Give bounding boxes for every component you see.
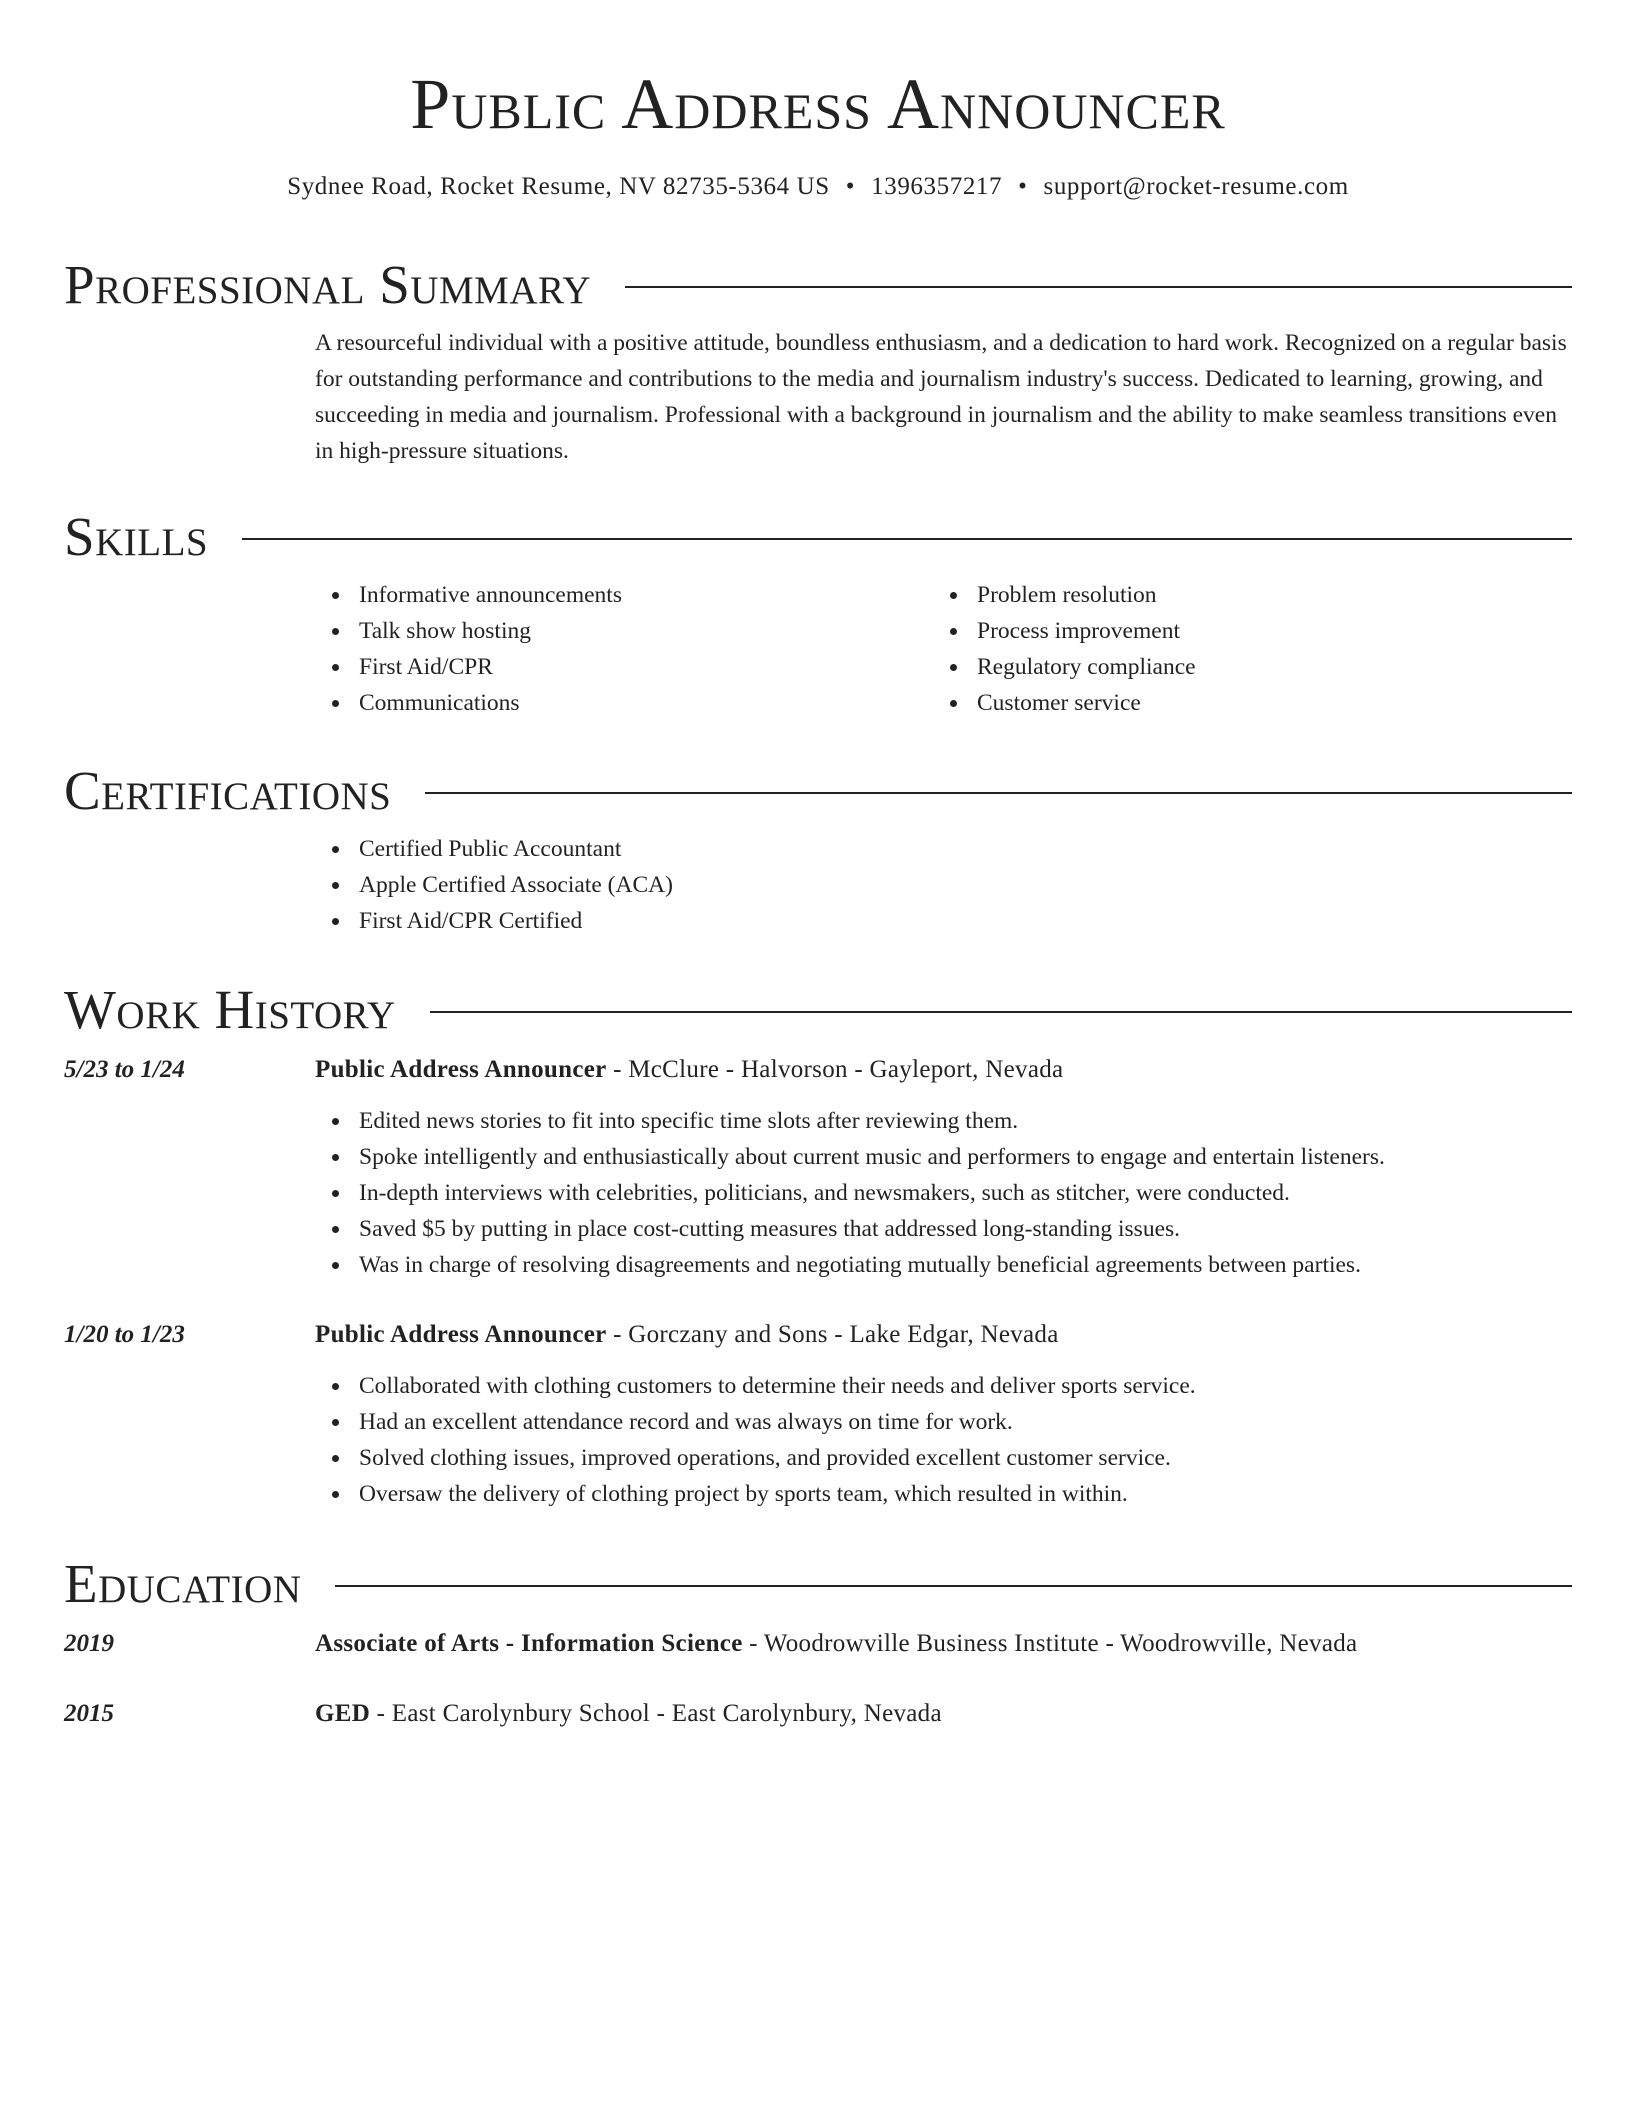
job-role: Public Address Announcer [315,1056,607,1083]
section-divider [425,792,1572,794]
section-divider [625,286,1572,288]
contact-separator: • [845,173,856,200]
skill-item: Problem resolution [933,577,1551,613]
contact-separator: • [1018,173,1028,200]
contact-email: support@rocket-resume.com [1043,173,1349,200]
skill-item: Process improvement [933,613,1551,649]
contact-address: Sydnee Road, Rocket Resume, NV 82735-5364 US [287,173,830,200]
certifications-list [315,831,1572,939]
education-entry [64,1696,1572,1732]
education-school: - Woodrowville Business Institute - Woodrowville, Nevada [742,1630,1358,1657]
job-title-line [315,1317,1059,1353]
skills-section [64,507,1572,721]
job-entry [64,1317,1572,1512]
job-bullet: Oversaw the delivery of clothing project by sports team, which resulted in within. [315,1476,1572,1512]
skill-item: Regulatory compliance [933,649,1551,685]
work-history-title: Work History [64,979,396,1040]
job-role: Public Address Announcer [315,1321,607,1348]
section-heading [64,1554,1572,1614]
job-bullet: Solved clothing issues, improved operations, and provided excellent customer service. [315,1440,1572,1476]
job-bullets [315,1368,1572,1512]
education-degree: GED [315,1700,371,1727]
job-entry [64,1052,1572,1283]
job-bullet: Collaborated with clothing customers to determine their needs and deliver sports service. [315,1368,1572,1404]
education-title: Education [64,1553,302,1614]
summary-text: A resourceful individual with a positive attitude, boundless enthusiasm, and a dedication to hard work. Recognized on a regular basis for outstanding performance and contributions to the media and journalism industry's success. Dedicated to learning, growing, and succeeding in media and journalism. Professional with a background in journalism and the ability to make seamless transitions even in high-pressure situations. [315,330,1567,464]
skills-list-left [315,577,933,721]
education-line [315,1626,1357,1662]
section-divider [242,538,1572,540]
job-bullet: Was in charge of resolving disagreements and negotiating mutually beneficial agreements between parties. [315,1247,1572,1283]
certification-item: Certified Public Accountant [315,831,1572,867]
education-section [64,1554,1572,1732]
section-heading [64,761,1572,821]
certifications-section [64,761,1572,939]
education-year: 2019 [64,1630,114,1657]
skill-item: Customer service [933,685,1551,721]
resume-page [64,0,1572,1727]
education-school: - East Carolynbury School - East Carolynbury, Nevada [370,1700,942,1727]
job-bullet: Saved $5 by putting in place cost-cutting measures that addressed long-standing issues. [315,1211,1572,1247]
education-entry [64,1626,1572,1662]
education-line [315,1696,942,1732]
summary-title: Professional Summary [64,254,592,315]
contact-phone: 1396357217 [871,173,1003,200]
summary-section [64,255,1572,469]
certification-item: Apple Certified Associate (ACA) [315,867,1572,903]
resume-name: Public Address Announcer [410,64,1226,144]
section-heading [64,255,1572,315]
job-bullet: Edited news stories to fit into specific time slots after reviewing them. [315,1103,1572,1139]
job-bullet: Spoke intelligently and enthusiastically about current music and performers to engage and entertain listeners. [315,1139,1572,1175]
job-bullet: Had an excellent attendance record and was always on time for work. [315,1404,1572,1440]
job-bullets [315,1103,1572,1283]
certifications-title: Certifications [64,760,392,821]
section-heading [64,507,1572,567]
skills-title: Skills [64,506,209,567]
skills-list-right [933,577,1551,721]
job-header [64,1317,1572,1353]
job-dates: 5/23 to 1/24 [64,1056,185,1083]
skill-item: Communications [315,685,933,721]
job-bullet: In-depth interviews with celebrities, politicians, and newsmakers, such as stitcher, were conducted. [315,1175,1572,1211]
job-title-line [315,1052,1063,1088]
job-employer: - Gorczany and Sons - Lake Edgar, Nevada [606,1321,1059,1348]
contact-line [64,170,1572,204]
job-employer: - McClure - Halvorson - Gayleport, Nevada [606,1056,1064,1083]
section-heading [64,980,1572,1040]
certification-item: First Aid/CPR Certified [315,903,1572,939]
skill-item: Talk show hosting [315,613,933,649]
skill-item: Informative announcements [315,577,933,613]
skill-item: First Aid/CPR [315,649,933,685]
section-divider [335,1585,1572,1587]
job-dates: 1/20 to 1/23 [64,1321,185,1348]
work-history-section [64,980,1572,1512]
job-header [64,1052,1572,1088]
education-degree: Associate of Arts - Information Science [315,1630,743,1657]
education-year: 2015 [64,1700,114,1727]
section-divider [430,1011,1572,1013]
